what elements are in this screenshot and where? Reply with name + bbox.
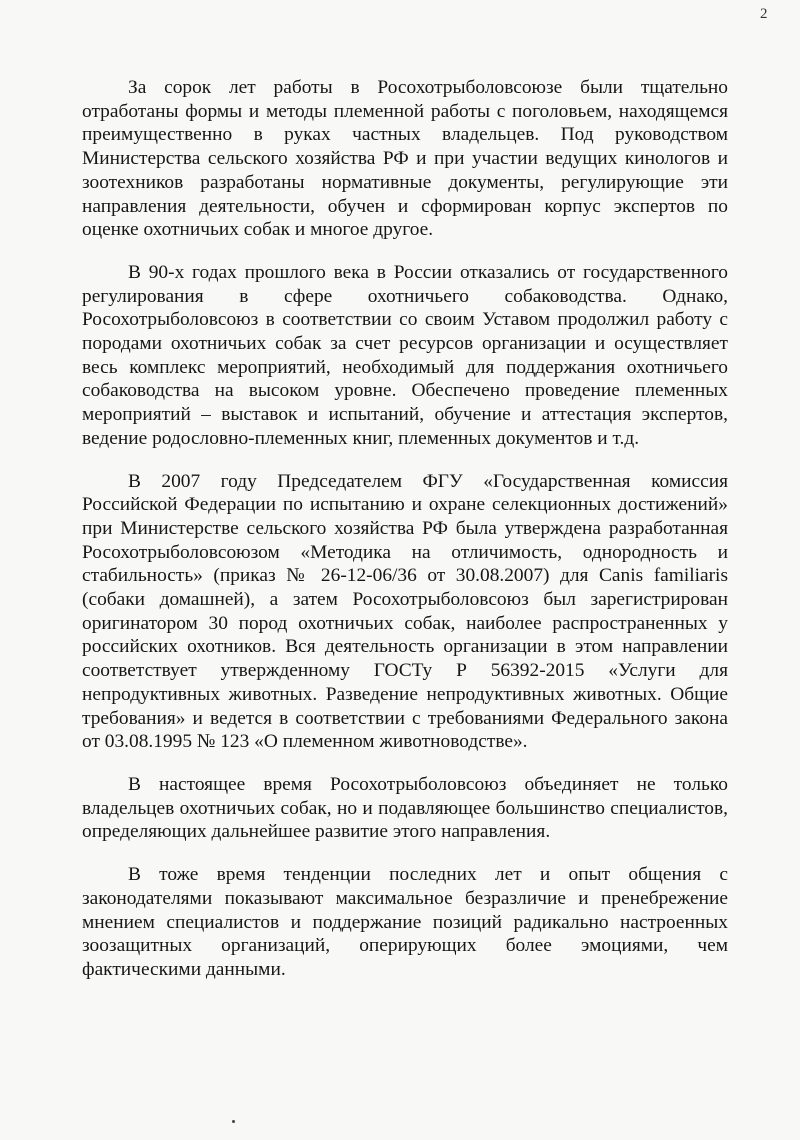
paragraph: В 90-х годах прошлого века в России отказались от государственного регулирования в сфере охотничьего собаководства. Однако, Росохотрыболовсоюз в соответствии со своим Уставом продолжил работу с породами охотничьих собак за счет ресурсов организации и осуществляет весь комплекс мероприятий, необходимый для поддержания охотничьего собаководства на высоком уровне. Обеспечено проведение племенных мероприятий – выставок и испытаний, обучение и аттестация экспертов, ведение родословно-племенных книг, племенных документов и т.д. [82,261,728,449]
paragraph: В настоящее время Росохотрыболовсоюз объединяет не только владельцев охотничьих собак, но и подавляющее большинство специалистов, определяющих дальнейшее развитие этого направления. [82,773,728,843]
paragraph: В 2007 году Председателем ФГУ «Государственная комиссия Российской Федерации по испытанию и охране селекционных достижений» при Министерстве сельского хозяйства РФ была утверждена разработанная Росохотрыболовсоюзом «Методика на отличимость, однородность и стабильность» (приказ № 26-12-06/36 от 30.08.2007) для Canis familiaris (собаки домашней), а затем Росохотрыболовсоюз был зарегистрирован оригинатором 30 пород охотничьих собак, наиболее распространенных у российских охотников. Вся деятельность организации в этом направлении соответствует утвержденному ГОСТу Р 56392-2015 «Услуги для непродуктивных животных. Разведение непродуктивных животных. Общие требования» и ведется в соответствии с требованиями Федерального закона от 03.08.1995 № 123 «О племенном животноводстве». [82,470,728,753]
scan-speck [232,1120,235,1123]
paragraph: За сорок лет работы в Росохотрыболовсоюзе были тщательно отработаны формы и методы племенной работы с поголовьем, находящемся преимущественно в руках частных владельцев. Под руководством Министерства сельского хозяйства РФ и при участии ведущих кинологов и зоотехников разработаны нормативные документы, регулирующие эти направления деятельности, обучен и сформирован корпус экспертов по оценке охотничьих собак и многое другое. [82,77,728,241]
page-number: 2 [760,6,768,22]
document-body [82,76,728,1001]
paragraph: В тоже время тенденции последних лет и опыт общения с законодателями показывают максимальное безразличие и пренебрежение мнением специалистов и поддержание позиций радикально настроенных зоозащитных организаций, оперирующих более эмоциями, чем фактическими данными. [82,864,728,980]
